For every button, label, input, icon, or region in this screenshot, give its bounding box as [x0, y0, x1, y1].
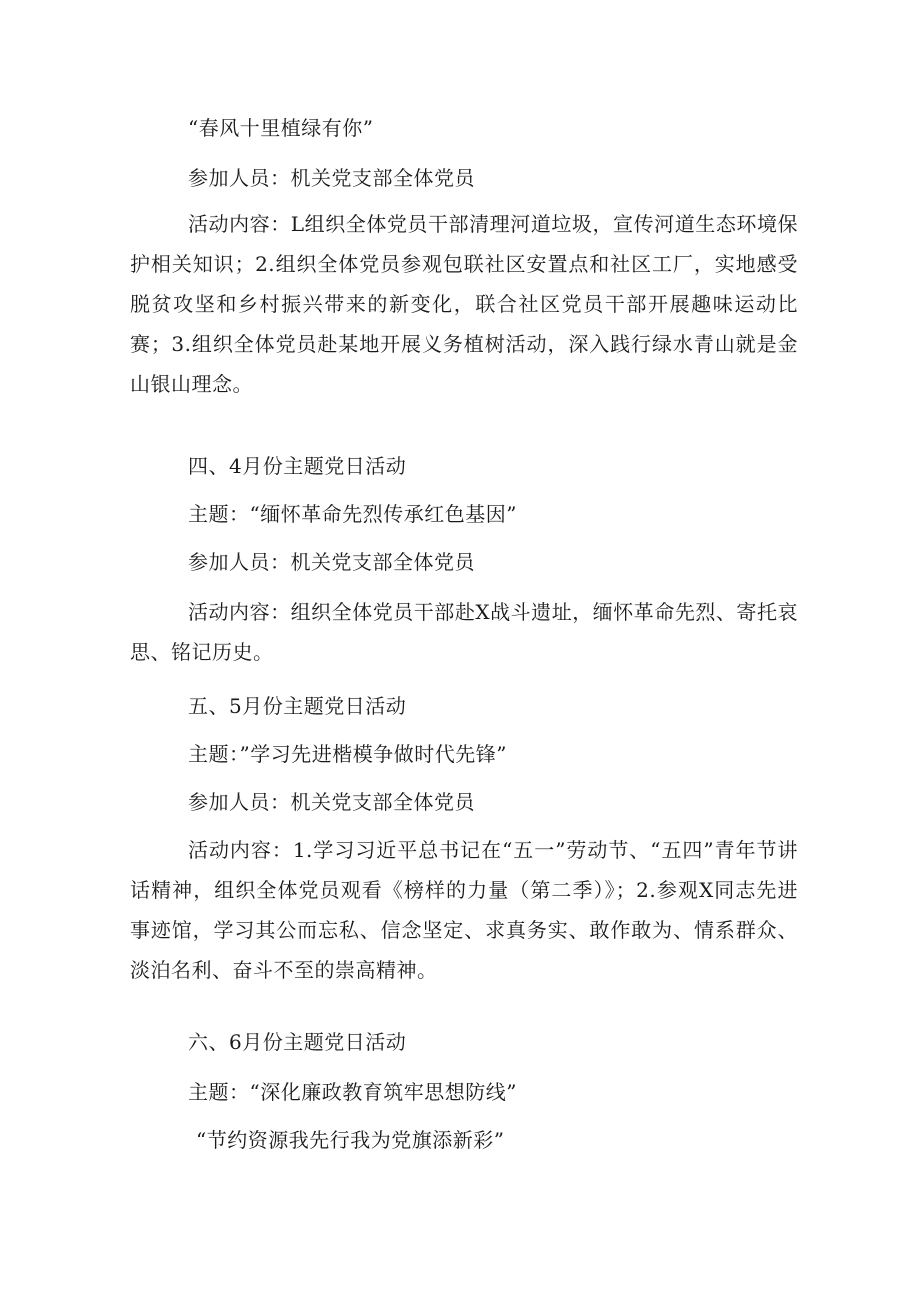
theme-may: 主题：”学习先进楷模争做时代先锋” [188, 742, 507, 766]
section-heading-june: 六、6月份主题党日活动 [188, 1030, 407, 1054]
activity-content-april: 活动内容：组织全体党员干部赴X战斗遗址，缅怀革命先烈、寄托哀思、铭记历史。 [130, 600, 798, 664]
theme-april: 主题：“缅怀革命先烈传承红色基因” [188, 502, 517, 526]
section-heading-may: 五、5月份主题党日活动 [188, 694, 407, 718]
theme-june: 主题：“深化廉政教育筑牢思想防线” [188, 1080, 517, 1104]
participants-april: 参加人员：机关党支部全体党员 [188, 550, 475, 574]
activity-content-march: 活动内容：L组织全体党员干部清理河道垃圾，宣传河道生态环境保护相关知识；2.组织全体党员参观包联社区安置点和社区工厂，实地感受脱贫攻坚和乡村振兴带来的新变化，联合社区党员干部开展趣味运动比赛；3.组织全体党员赴某地开展义务植树活动，深入践行绿水青山就是金山银山理念。 [130, 212, 798, 396]
section-heading-april: 四、4月份主题党日活动 [188, 454, 407, 478]
slogan-june: “节约资源我先行我为党旗添新彩” [196, 1128, 505, 1152]
slogan-spring: “春风十里植绿有你” [188, 116, 374, 140]
activity-content-may: 活动内容：1.学习习近平总书记在“五一”劳动节、“五四”青年节讲话精神，组织全体党员观看《榜样的力量（第二季）》；2.参观X同志先进事迹馆，学习其公而忘私、信念坚定、求真务实、敢作敢为、情系群众、淡泊名利、奋斗不至的崇高精神。 [130, 838, 798, 982]
participants-march: 参加人员：机关党支部全体党员 [188, 166, 475, 190]
participants-may: 参加人员：机关党支部全体党员 [188, 790, 475, 814]
